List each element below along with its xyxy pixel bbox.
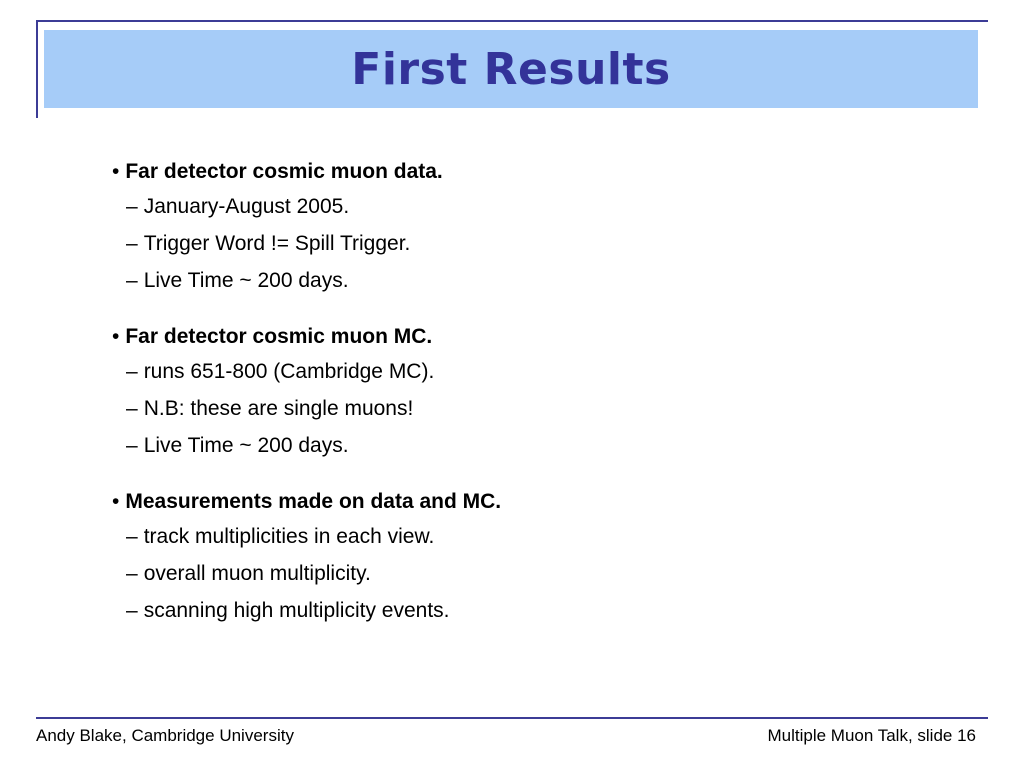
dash-icon: – <box>126 195 138 218</box>
bullet-icon: • <box>112 160 120 183</box>
sub-item-text: runs 651-800 (Cambridge MC). <box>143 360 435 383</box>
bullet-icon: • <box>112 490 120 513</box>
bullet-icon: • <box>112 325 120 348</box>
frame-top-rule <box>36 20 988 22</box>
slide-title: First Results <box>351 43 671 95</box>
footer-rule <box>36 717 988 719</box>
dash-icon: – <box>126 269 138 292</box>
bullet-heading <box>112 486 932 518</box>
sub-item-text: N.B: these are single muons! <box>143 397 414 420</box>
bullet-heading <box>112 321 932 353</box>
bullet-group-mc <box>112 321 932 464</box>
frame-left-rule <box>36 20 38 118</box>
sub-item <box>112 225 932 262</box>
sub-item <box>112 188 932 225</box>
sub-item <box>112 353 932 390</box>
dash-icon: – <box>126 360 138 383</box>
footer-slide-info: Multiple Muon Talk, slide 16 <box>767 726 976 745</box>
sub-item-text: Live Time ~ 200 days. <box>143 269 349 292</box>
bullet-heading-text: Measurements made on data and MC. <box>125 490 502 513</box>
sub-item <box>112 555 932 592</box>
dash-icon: – <box>126 434 138 457</box>
dash-icon: – <box>126 232 138 255</box>
dash-icon: – <box>126 562 138 585</box>
dash-icon: – <box>126 525 138 548</box>
sub-item-text: Trigger Word != Spill Trigger. <box>143 232 411 255</box>
sub-item <box>112 518 932 555</box>
sub-item-text: Live Time ~ 200 days. <box>143 434 349 457</box>
sub-item-text: track multiplicities in each view. <box>143 525 435 548</box>
dash-icon: – <box>126 397 138 420</box>
sub-item <box>112 262 932 299</box>
sub-item-text: scanning high multiplicity events. <box>143 599 450 622</box>
dash-icon: – <box>126 599 138 622</box>
bullet-group-measurements <box>112 486 932 629</box>
footer-author: Andy Blake, Cambridge University <box>36 726 294 745</box>
sub-item <box>112 427 932 464</box>
bullet-heading-text: Far detector cosmic muon MC. <box>125 325 433 348</box>
sub-item-text: overall muon multiplicity. <box>143 562 371 585</box>
bullet-heading <box>112 156 932 188</box>
title-bar <box>44 30 978 108</box>
sub-item <box>112 390 932 427</box>
slide-content <box>112 156 932 651</box>
bullet-heading-text: Far detector cosmic muon data. <box>125 160 443 183</box>
bullet-group-data <box>112 156 932 299</box>
sub-item-text: January-August 2005. <box>143 195 350 218</box>
sub-item <box>112 592 932 629</box>
